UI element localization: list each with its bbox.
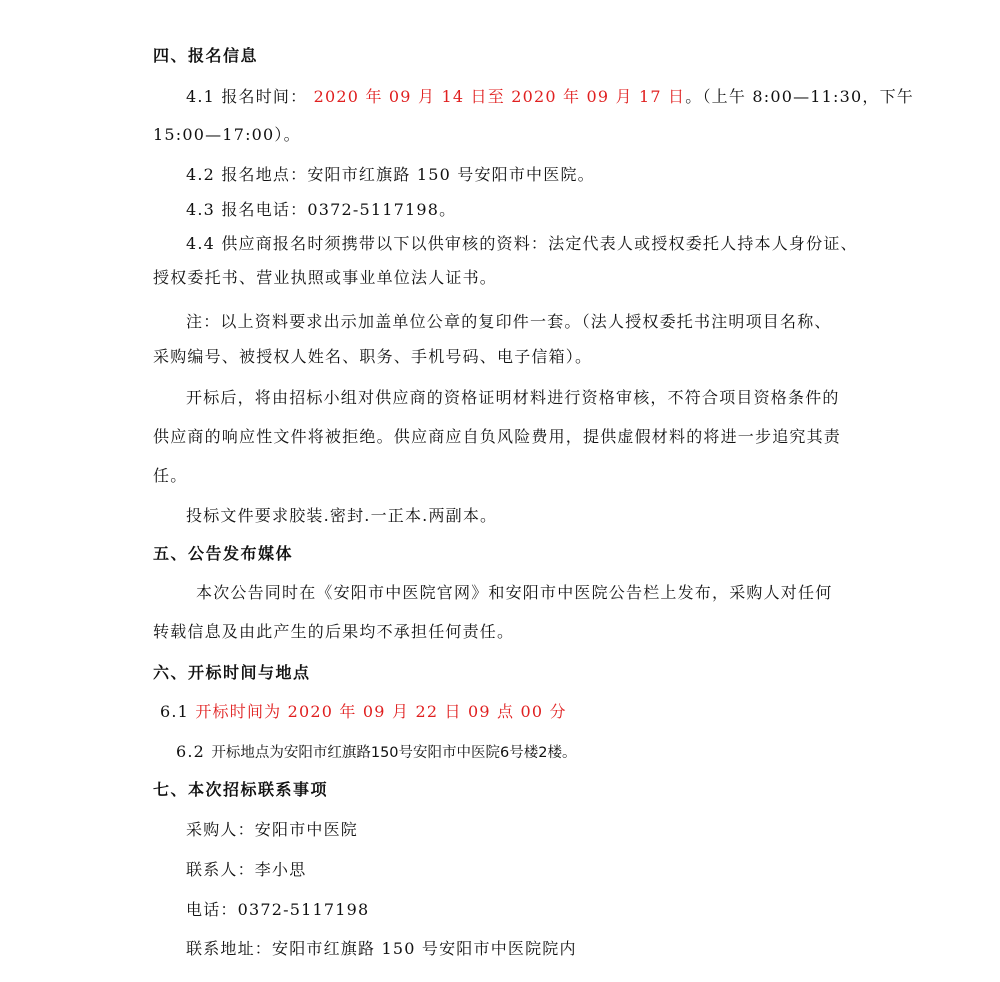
bid-opening-line2: 供应商的响应性文件将被拒绝。供应商应自负风险费用，提供虚假材料的将进一步追究其责 [153, 427, 842, 446]
bid-opening-line3: 任。 [153, 466, 188, 485]
registration-location: 4.2 报名地点：安阳市红旗路 150 号安阳市中医院。 [186, 165, 595, 184]
opening-location-number: 6.2 [176, 742, 206, 761]
contact-buyer: 采购人：安阳市中医院 [186, 820, 359, 839]
opening-time [160, 702, 567, 722]
media-line1: 本次公告同时在《安阳市中医院官网》和安阳市中医院公告栏上发布，采购人对任何 [196, 583, 833, 602]
section-7-heading: 七、本次招标联系事项 [153, 780, 329, 799]
required-docs-line2: 授权委托书、营业执照或事业单位法人证书。 [153, 268, 498, 287]
note-line1: 注：以上资料要求出示加盖单位公章的复印件一套。（法人授权委托书注明项目名称、 [186, 312, 832, 331]
media-line2: 转载信息及由此产生的后果均不承担任何责任。 [153, 622, 515, 641]
registration-hours-cont: 15:00—17:00）。 [153, 125, 301, 144]
section-5-heading: 五、公告发布媒体 [153, 544, 294, 563]
section-6-heading: 六、开标时间与地点 [153, 663, 311, 682]
opening-time-number: 6.1 [160, 702, 190, 721]
contact-phone: 电话：0372-5117198 [186, 900, 370, 919]
opening-time-text: 开标时间为 2020 年 09 月 22 日 09 点 00 分 [195, 702, 567, 721]
registration-hours: 。（上午 8:00—11:30，下午 [685, 87, 914, 106]
bid-opening-line1: 开标后，将由招标小组对供应商的资格证明材料进行资格审核，不符合项目资格条件的 [186, 388, 840, 407]
note-line2: 采购编号、被授权人姓名、职务、手机号码、电子信箱）。 [153, 347, 593, 366]
contact-address: 联系地址：安阳市红旗路 150 号安阳市中医院院内 [186, 939, 577, 958]
registration-phone: 4.3 报名电话：0372-5117198。 [186, 200, 457, 219]
required-docs-line1: 4.4 供应商报名时须携带以下以供审核的资料：法定代表人或授权委托人持本人身份证、 [186, 234, 858, 253]
bid-document-requirement: 投标文件要求胶装.密封.一正本.两副本。 [186, 506, 498, 525]
registration-date-range: 2020 年 09 月 14 日至 2020 年 09 月 17 日 [313, 87, 686, 106]
contact-person: 联系人：李小思 [186, 860, 307, 879]
registration-time-label: 4.1 报名时间： [186, 87, 308, 106]
opening-location-text: 开标地点为安阳市红旗路150号安阳市中医院6号楼2楼。 [211, 745, 577, 761]
section-4-heading: 四、报名信息 [153, 46, 259, 65]
opening-location [176, 742, 576, 763]
registration-time [186, 87, 914, 107]
